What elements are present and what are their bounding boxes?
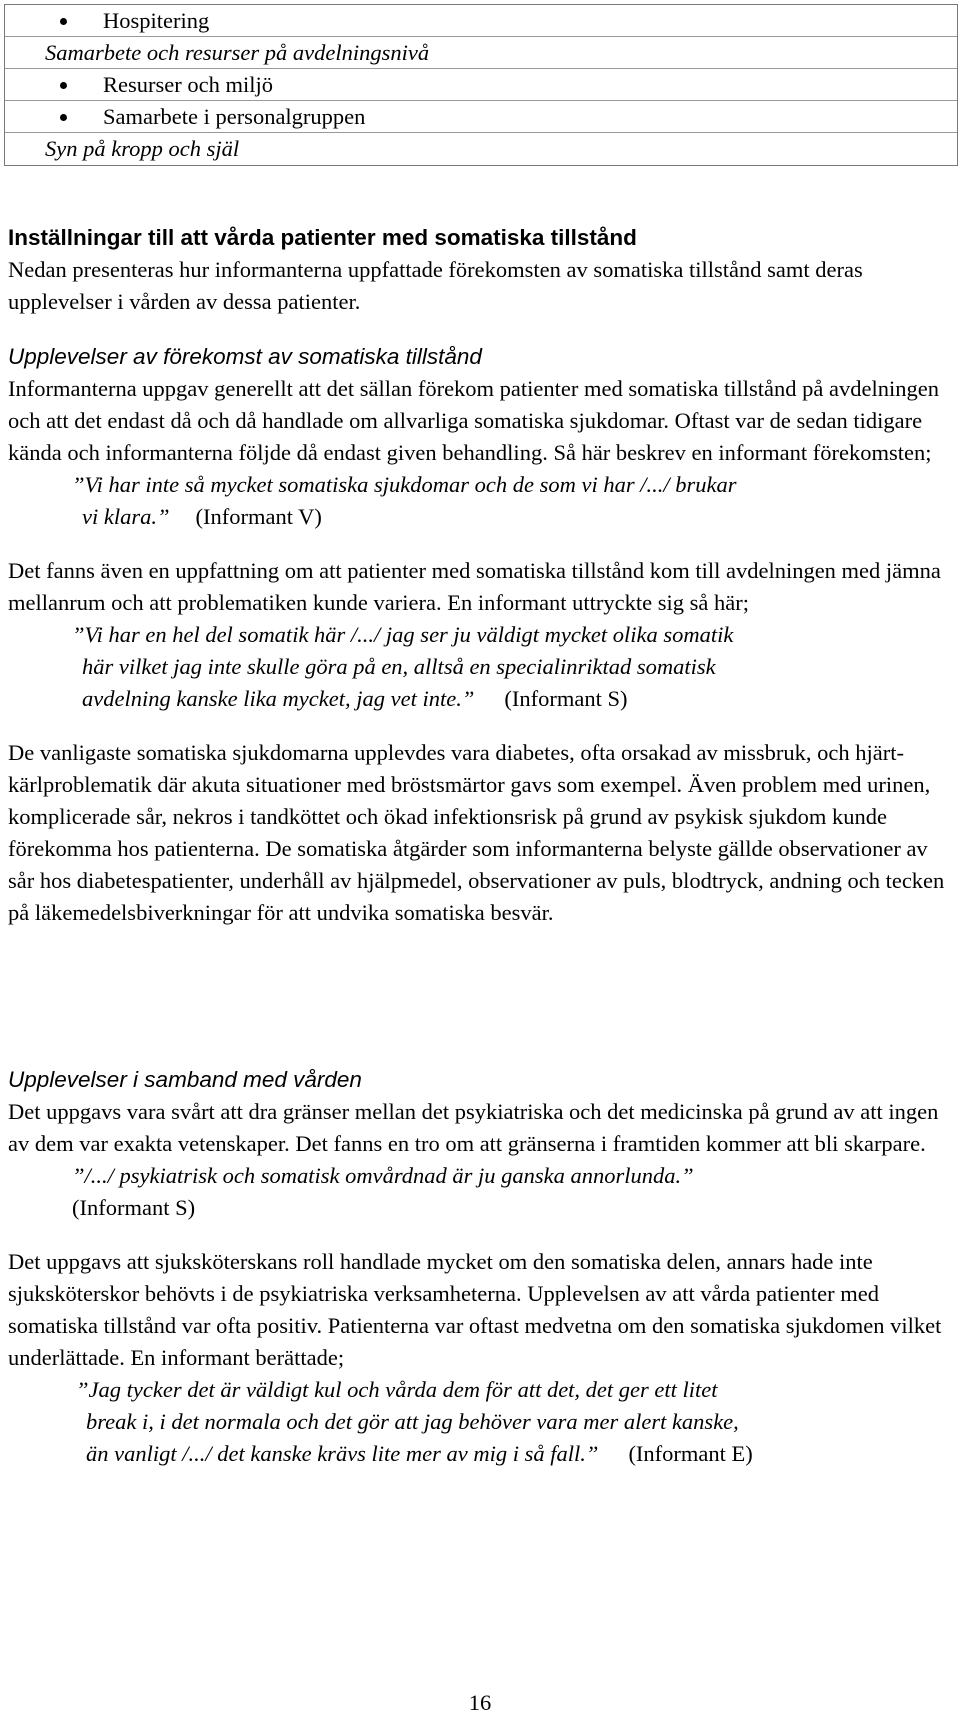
paragraph: Informanterna uppgav generellt att det sällan förekom patienter med somatiska tillstånd på avdelningen och att det endast då och då handlade om allvarliga somatiska sjukdomar. Oftast var de sedan tidigare kända och informanterna följde då endast given behandling. Så här beskrev en informant förekomsten; bbox=[8, 376, 939, 465]
informant-reference: (Informant E) bbox=[628, 1441, 753, 1466]
quote-line: ”Vi har en hel del somatik här /.../ jag ser ju väldigt mycket olika somatik bbox=[72, 622, 734, 647]
table-cell: Syn på kropp och själ bbox=[45, 136, 240, 161]
table-cell: Hospitering bbox=[103, 7, 210, 33]
quote-line bbox=[8, 1438, 952, 1470]
table-row bbox=[5, 37, 957, 69]
table-row bbox=[5, 101, 957, 133]
paragraph: Det fanns även en uppfattning om att patienter med somatiska tillstånd kom till avdelningen med jämna mellanrum och att problematiken kunde variera. En informant uttryckte sig så här; bbox=[8, 558, 941, 615]
table-cell: Samarbete i personalgruppen bbox=[103, 103, 366, 129]
table-row bbox=[5, 5, 957, 37]
informant-reference: (Informant V) bbox=[195, 504, 322, 529]
paragraph: Det uppgavs vara svårt att dra gränser mellan det psykiatriska och det medicinska på grund av att ingen av dem var exakta vetenskaper. Det fanns en tro om att gränserna i framtiden kommer att bli skarpare. bbox=[8, 1099, 939, 1156]
quote-text: än vanligt /.../ det kanske krävs lite mer av mig i så fall.” bbox=[86, 1441, 599, 1466]
quote-line: ”/.../ psykiatrisk och somatisk omvårdnad är ju ganska annorlunda.” bbox=[72, 1163, 694, 1188]
table-cell: Samarbete och resurser på avdelningsnivå bbox=[45, 39, 430, 65]
informant-reference: (Informant S) bbox=[72, 1195, 196, 1220]
paragraph: Det uppgavs att sjuksköterskans roll handlade mycket om den somatiska delen, annars hade inte sjuksköterskor behövts i de psykiatriska verksamheterna. Upplevelsen av att vårda patienter med somatiska tillstånd var ofta positiv. Patienterna var oftast medvetna om den somatiska sjukdomen vilket underlättade. En informant berättade; bbox=[8, 1249, 942, 1370]
quote-line: break i, i det normala och det gör att jag behöver vara mer alert kanske, bbox=[86, 1409, 739, 1434]
subsection-heading: Upplevelser av förekomst av somatiska tillstånd bbox=[8, 344, 482, 369]
bullet-icon bbox=[60, 18, 67, 25]
quote-line: ”Vi har inte så mycket somatiska sjukdomar och de som vi har /.../ brukar bbox=[72, 472, 737, 497]
quote-line bbox=[8, 683, 952, 715]
category-table bbox=[4, 4, 958, 166]
table-cell: Resurser och miljö bbox=[103, 71, 273, 97]
section-care-experiences bbox=[8, 1064, 952, 1470]
informant-reference: (Informant S) bbox=[504, 686, 628, 711]
paragraph: Nedan presenteras hur informanterna uppfattade förekomsten av somatiska tillstånd samt deras upplevelser i vården av dessa patienter. bbox=[8, 257, 863, 314]
section-heading: Inställningar till att vårda patienter med somatiska tillstånd bbox=[8, 225, 637, 250]
bullet-icon bbox=[60, 114, 67, 121]
quote-line: ”Jag tycker det är väldigt kul och vårda dem för att det, det ger ett litet bbox=[76, 1377, 718, 1402]
page-number: 16 bbox=[468, 1690, 492, 1715]
quote-line bbox=[8, 501, 952, 533]
paragraph: De vanligaste somatiska sjukdomarna upplevdes vara diabetes, ofta orsakad av missbruk, och hjärt-kärlproblematik där akuta situationer med bröstsmärtor gavs som exempel. Även problem med urinen, komplicerade sår, nekros i tandköttet och ökad infektionsrisk på grund av psykisk sjukdom kunde förekomma hos patienterna. De somatiska åtgärder som informanterna belyste gällde observationer av sår hos diabetespatienter, underhåll av hjälpmedel, observationer av puls, blodtryck, andning och tecken på läkemedelsbiverkningar för att undvika somatiska besvär. bbox=[8, 740, 945, 925]
quote-line: här vilket jag inte skulle göra på en, alltså en specialinriktad somatisk bbox=[82, 654, 716, 679]
quote-text: avdelning kanske lika mycket, jag vet inte.” bbox=[82, 686, 475, 711]
section-attitudes bbox=[8, 222, 952, 318]
subsection-heading: Upplevelser i samband med vården bbox=[8, 1067, 362, 1092]
table-row bbox=[5, 133, 957, 165]
quote-text: vi klara.” bbox=[82, 504, 170, 529]
section-occurrence bbox=[8, 341, 952, 929]
bullet-icon bbox=[60, 82, 67, 89]
table-row bbox=[5, 69, 957, 101]
